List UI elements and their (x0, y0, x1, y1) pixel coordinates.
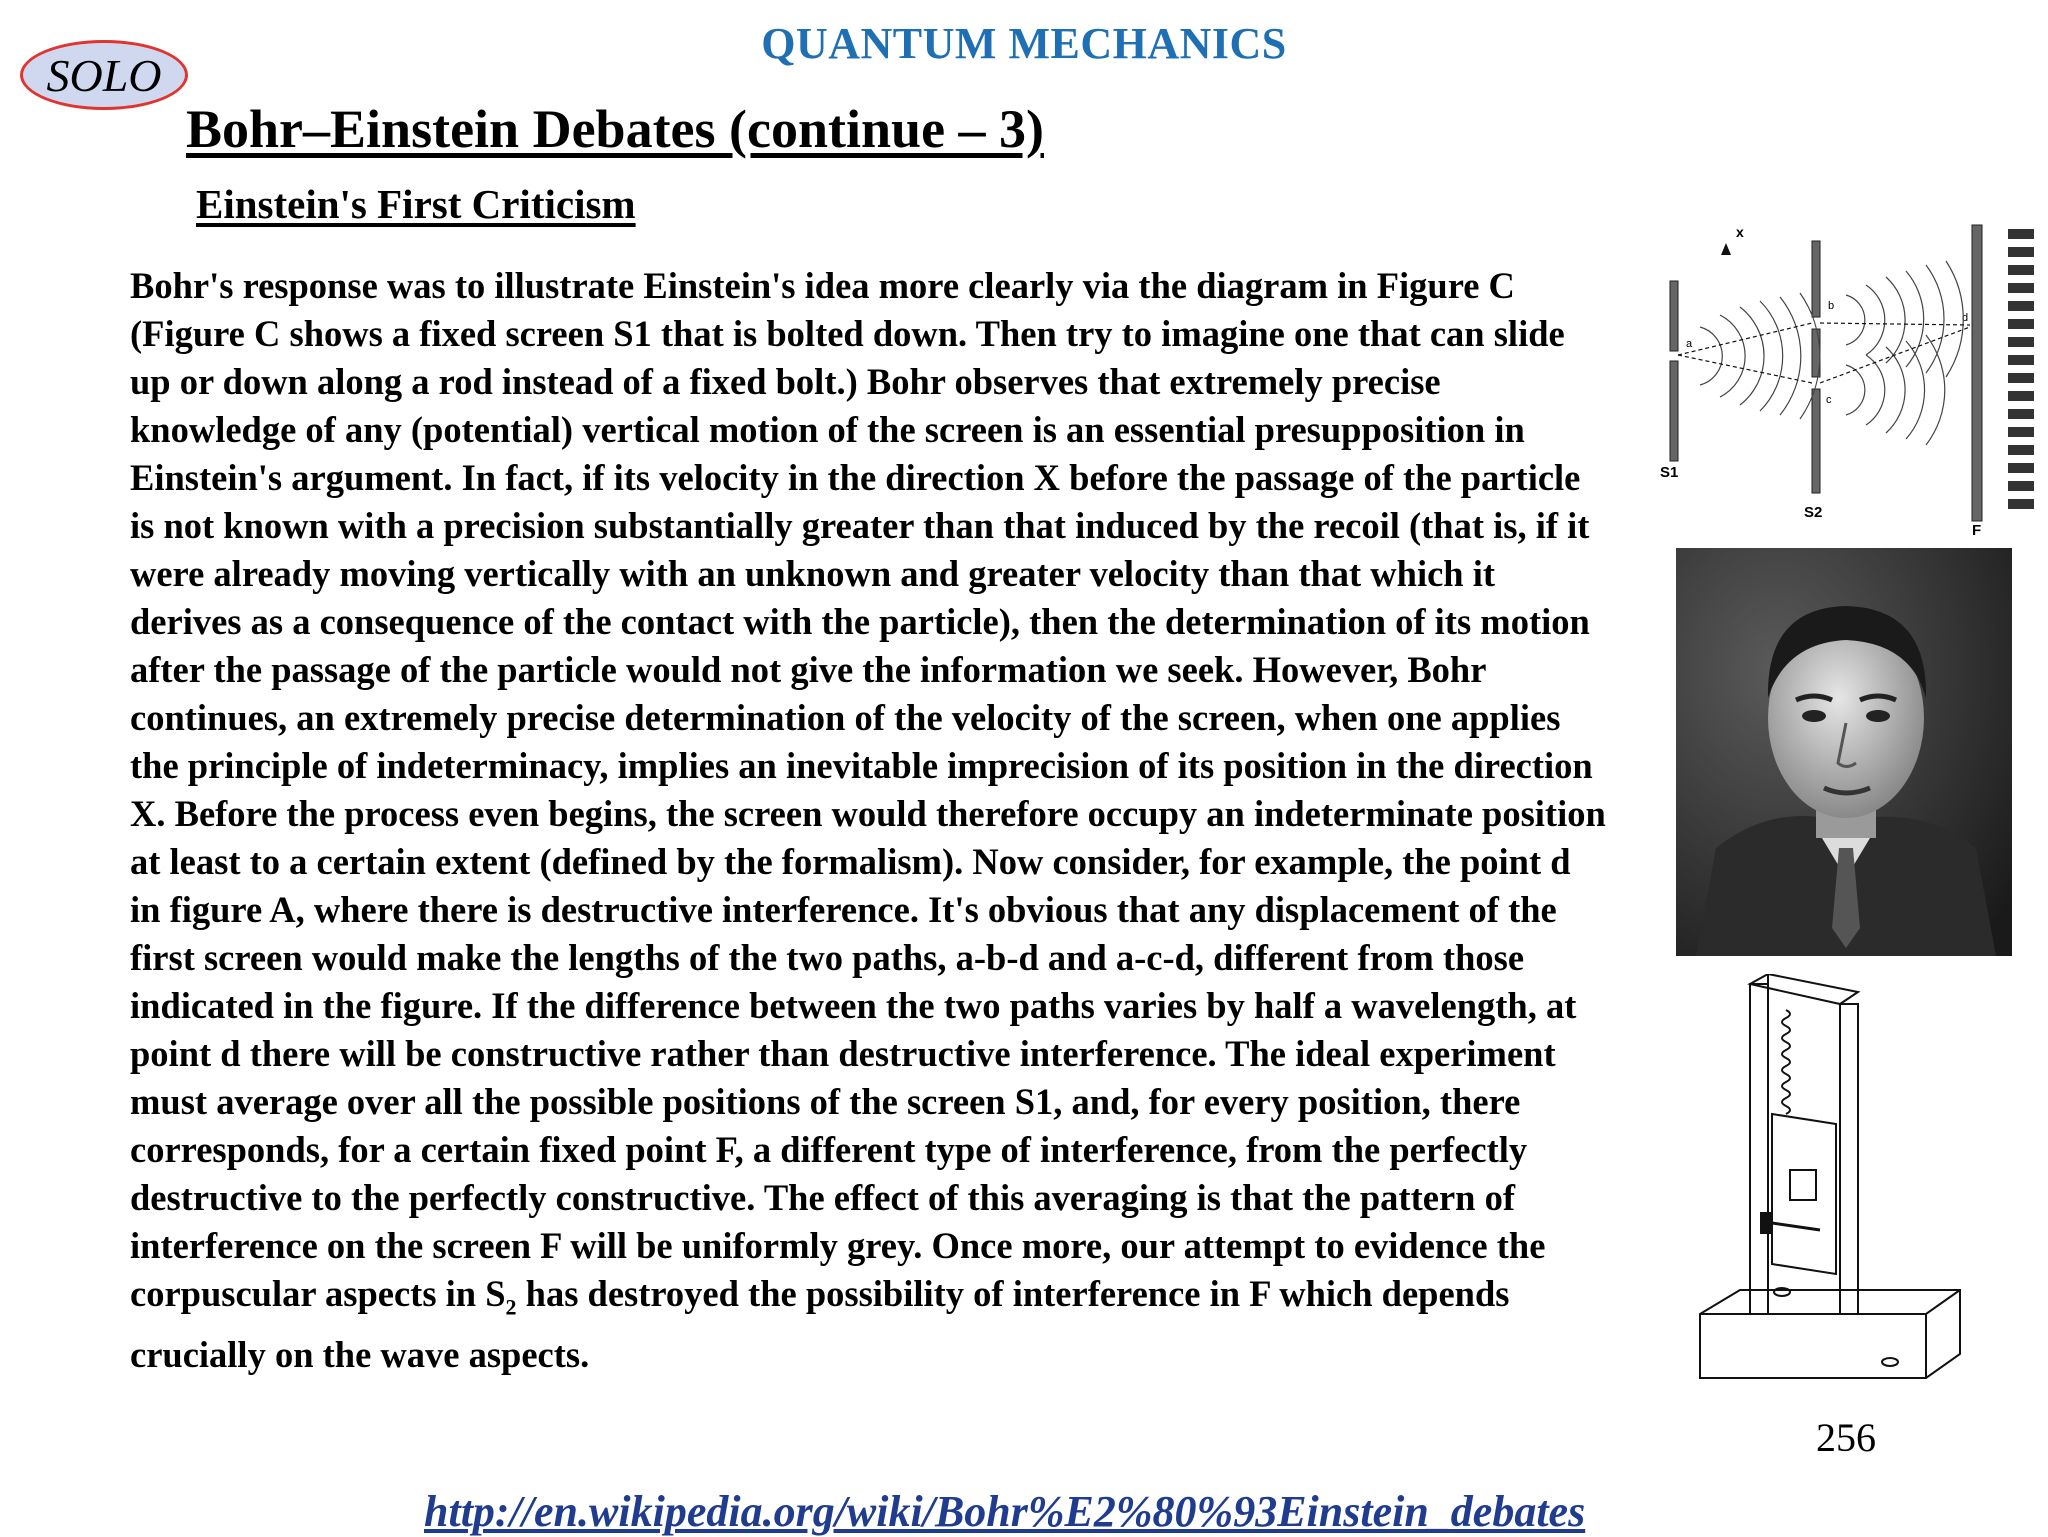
solo-logo (20, 40, 188, 110)
slide-subtitle: Einstein's First Criticism (196, 181, 636, 227)
solo-logo-text: SOLO (46, 49, 162, 101)
body-paragraph (130, 262, 1610, 1379)
label-b: b (1828, 300, 1835, 312)
page-number: 256 (1816, 1415, 1876, 1460)
screen-s1-lower (1670, 361, 1678, 461)
source-link[interactable]: http://en.wikipedia.org/wiki/Bohr%E2%80%93Einstein_debates (424, 1487, 1586, 1536)
section-title: QUANTUM MECHANICS (761, 19, 1287, 68)
x-axis-arrow-icon (1721, 243, 1731, 255)
bohr-portrait-image (1676, 548, 2012, 956)
figure-a-double-slit-diagram (1640, 215, 2040, 545)
label-s1: S1 (1660, 464, 1679, 481)
screen-f (1972, 225, 1982, 521)
screen-s1 (1670, 281, 1678, 351)
wavefronts-a (1700, 293, 1820, 419)
subscript-2: 2 (505, 1294, 517, 1320)
label-x: x (1736, 224, 1744, 240)
figure-c-apparatus-drawing (1690, 974, 1970, 1414)
body-text-end: has destroyed the possibility of interference in F which depends crucially on the wave aspects. (130, 1273, 1510, 1376)
label-f: F (1972, 522, 1982, 539)
label-s2: S2 (1804, 504, 1823, 521)
label-a: a (1686, 338, 1693, 350)
slide-title: Bohr–Einstein Debates (continue – 3) (186, 99, 1045, 159)
wavefronts-bc (1846, 261, 1963, 445)
body-text-main: Bohr's response was to illustrate Einstein's idea more clearly via the diagram in Figure C (Figure C shows a fixed screen S1 that is bolted down. Then try to imagine one that can slide up or down along a rod instead of a fixed bolt.) Bohr observes that extremely precise knowledge of any (potential) vertical motion of the screen is an essential presupposition in Einstein's argument. In fact, if its velocity in the direction X before the passage of the particle is not known with a precision substantially greater than that induced by the recoil (that is, if it were already moving vertically with an unknown and greater velocity than that which it derives as a consequence of the contact with the particle), then the determination of its motion after the passage of the particle would not give the information we seek. However, Bohr continues, an extremely precise determination of the velocity of the screen, when one applies the principle of indeterminacy, implies an inevitable imprecision of its position in the direction X. Before the process even begins, the screen would therefore occupy an indeterminate position at least to a certain extent (defined by the formalism). Now consider, for example, the point d in figure A, where there is destructive interference. It's obvious that any displacement of the first screen would make the lengths of the two paths, a-b-d and a-c-d, different from those indicated in the figure. If the difference between the two paths varies by half a wavelength, at point d there will be constructive rather than destructive interference. The ideal experiment must average over all the possible positions of the screen S1, and, for every position, there corresponds, for a certain fixed point F, a different type of interference, from the perfectly destructive to the perfectly constructive. The effect of this averaging is that the pattern of interference on the screen F will be uniformly grey. Once more, our attempt to evidence the corpuscular aspects in S (130, 265, 1606, 1314)
label-d: d (1962, 312, 1969, 324)
interference-pattern (2008, 225, 2034, 525)
label-c: c (1826, 394, 1832, 406)
screen-s2-bottom (1812, 389, 1820, 493)
screen-s2-top (1812, 241, 1820, 317)
